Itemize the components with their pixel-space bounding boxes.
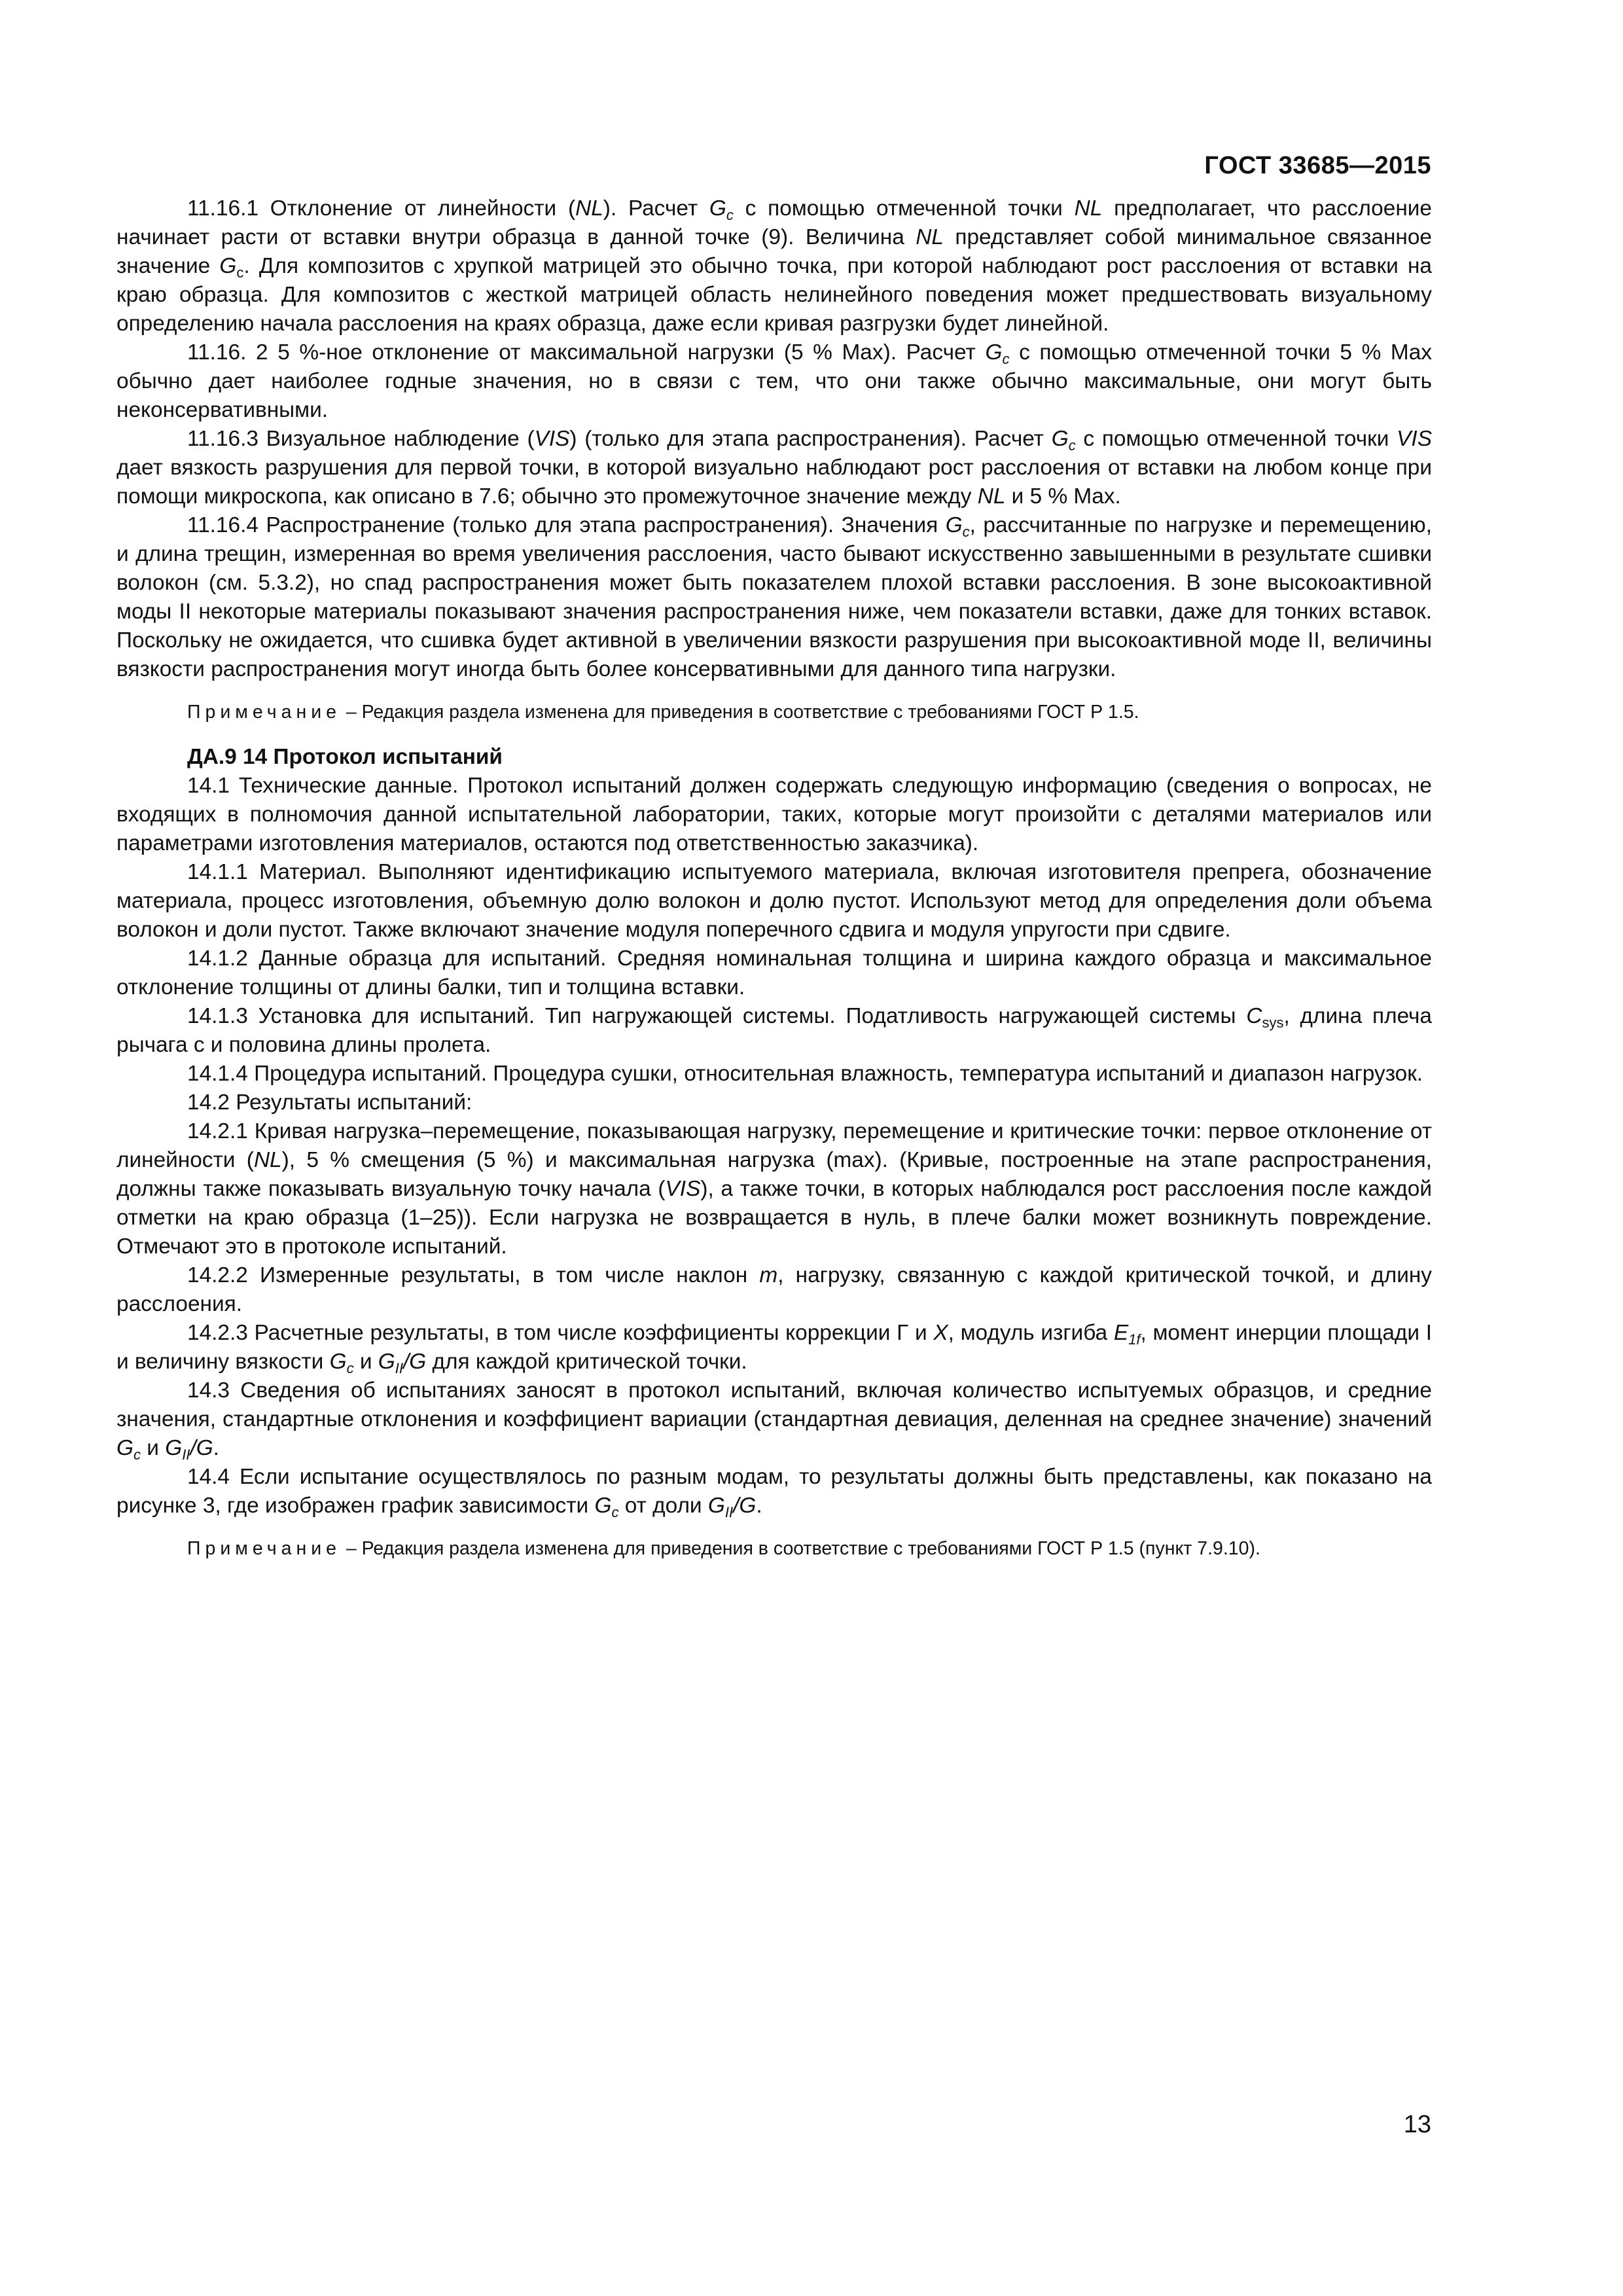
subscript: 1f [1128,1331,1141,1348]
text-run: X [933,1321,948,1345]
text-run: . [756,1494,762,1518]
text-run: 14.2.3 Расчетные результаты, в том числе коэффициенты коррекции Г и [187,1321,934,1345]
body-paragraph [116,1376,1432,1463]
body-paragraph [116,194,1432,338]
text-run: предполагает, что расслоение начинает расти от вставки внутри образца в данной точке (9). Величина [116,196,1432,249]
subscript: c [726,207,734,223]
note-label: Примечание [187,702,341,723]
text-run: G [219,254,237,278]
document-body [116,194,1432,1579]
section-heading [116,743,1432,772]
subscript: sys [1262,1014,1284,1031]
text-run: 14.2.2 Измеренные результаты, в том числе наклон [187,1263,760,1287]
body-paragraph [116,338,1432,425]
text-run: ДА.9 14 Протокол испытаний [187,745,503,769]
body-paragraph [116,858,1432,944]
text-run: ) (только для этапа распространения). Расчет [569,427,1052,451]
text-run: 14.4 Если испытание осуществлялось по разным модам, то результаты должны быть представлены, как показано на рисунке 3, где изображен график зависимости [116,1465,1432,1518]
text-run: m [759,1263,778,1287]
subscript: c [962,524,970,540]
text-run: G [1051,427,1069,451]
body-paragraph [116,425,1432,511]
text-run: G [945,513,963,537]
text-run: G [594,1494,612,1518]
text-run: – Редакция раздела изменена для приведения в соответствие с требованиями ГОСТ Р 1.5. [340,702,1139,723]
body-paragraph [116,772,1432,858]
document-standard-id: ГОСТ 33685—2015 [1204,152,1431,179]
text-run: NL [977,484,1006,509]
text-run: , рассчитанные по нагрузке и перемещению, и длина трещин, измеренная во время увеличения расслоения, часто бывают искусственно завышенными в результате сшивки волокон (см. 5.3.2), но спад распространения может быть показателем плохой вставки расслоения. В зоне высокоактивной моды II некоторые материалы показывают значения распространения ниже, чем показатели вставки, даже для тонких вставок. Поскольку не ожидается, что сшивка будет активной в увеличении вязкости разрушения при высокоактивной моде II, величины вязкости распространения могут иногда быть более консервативными для данного типа нагрузки. [116,513,1432,681]
subscript: c [133,1446,141,1463]
body-paragraph [116,1319,1432,1376]
text-run: G [985,340,1003,365]
text-run: представляет собой минимальное связанное значение [116,225,1432,278]
subscript: c [1002,351,1010,367]
text-run: 14.2 Результаты испытаний: [187,1090,473,1115]
text-run: NL [253,1148,282,1172]
text-run: G [116,1436,134,1460]
subscript: c [236,264,244,281]
text-run: 11.16. 2 5 %-ное отклонение от максимальной нагрузки (5 % Max). Расчет [187,340,986,365]
text-run: /G [733,1494,757,1518]
page-number: 13 [1403,2111,1431,2138]
text-run: для каждой критической точки. [426,1350,747,1374]
text-run: от доли [618,1494,708,1518]
text-run: 11.16.4 Распространение (только для этапа распространения). Значения [187,513,946,537]
note-paragraph [116,1536,1432,1561]
text-run: 11.16.3 Визуальное наблюдение ( [187,427,535,451]
text-run: ). Расчет [603,196,709,221]
subscript: c [1068,437,1076,454]
text-run: NL [575,196,603,221]
text-run: и 5 % Max. [1005,484,1121,509]
subscript: II [395,1360,403,1376]
text-run: 14.1.1 Материал. Выполняют идентификацию испытуемого материала, включая изготовителя препрега, обозначение материала, процесс изготовления, объемную долю волокон и долю пустот. Используют метод для определения доли объема волокон и доли пустот. Также включают значение модуля поперечного сдвига и модуля упругости при сдвиге. [116,860,1432,942]
body-paragraph [116,1002,1432,1060]
text-run: , модуль изгиба [948,1321,1114,1345]
text-run: /G [403,1350,427,1374]
text-run: VIS [665,1177,701,1201]
text-run: и [140,1436,166,1460]
text-run: ), 5 % смещения (5 %) и максимальная нагрузка (max). (Кривые, построенные на этапе распространения, должны также показывать визуальную точку начала ( [116,1148,1432,1201]
text-run: , нагрузку, связанную с каждой критической точкой, и длину расслоения. [116,1263,1432,1316]
note-paragraph [116,700,1432,725]
text-run: G [378,1350,395,1374]
subscript: II [724,1504,734,1520]
text-run: и [353,1350,378,1374]
text-run: E [1113,1321,1129,1345]
text-run: с помощью отмеченной точки [1075,427,1397,451]
text-run: ), а также точки, в которых наблюдался рост расслоения после каждой отметки на краю образца (1–25)). Если нагрузка не возвращается в нуль, в плече балки может возникнуть повреждение. Отмечают это в протоколе испытаний. [116,1177,1432,1259]
text-run: 14.1.2 Данные образца для испытаний. Средняя номинальная толщина и ширина каждого образца и максимальное отклонение толщины от длины балки, тип и толщина вставки. [116,946,1432,999]
text-run: 14.1.3 Установка для испытаний. Тип нагружающей системы. Податливость нагружающей системы [187,1004,1247,1028]
text-run: , момент инерции площади I и величину вязкости [116,1321,1433,1374]
text-run: . [213,1436,219,1460]
text-run: дает вязкость разрушения для первой точки, в которой визуально наблюдают рост расслоения от вставки на любом конце при помощи микроскопа, как описано в 7.6; обычно это промежуточное значение между [116,456,1432,509]
text-run: G [709,196,726,221]
text-run: NL [916,225,944,249]
text-run: G [165,1436,183,1460]
body-paragraph [116,1463,1432,1520]
body-paragraph [116,944,1432,1002]
text-run: VIS [534,427,570,451]
body-paragraph [116,511,1432,684]
text-run: . Для композитов с хрупкой матрицей это обычно точка, при которой наблюдают рост расслоения от вставки на краю образца. Для композитов с жесткой матрицей область нелинейного поведения может предшествовать визуальному определению начала расслоения на краях образца, даже если кривая разгрузки будет линейной. [116,254,1432,336]
text-run: с помощью отмеченной точки 5 % Max обычно дает наиболее годные значения, но в связи с тем, что они также обычно максимальные, они могут быть неконсервативными. [116,340,1433,422]
body-paragraph [116,1261,1432,1319]
text-run: NL [1074,196,1103,221]
note-label: Примечание [187,1538,341,1559]
text-run: C [1246,1004,1262,1028]
text-run: 11.16.1 Отклонение от линейности ( [187,196,576,221]
text-run: G [707,1494,725,1518]
subscript: c [346,1360,354,1376]
text-run: с помощью отмеченной точки [733,196,1075,221]
body-paragraph [116,1117,1432,1261]
text-run: , длина плеча рычага с и половина длины пролета. [116,1004,1432,1057]
text-run: – Редакция раздела изменена для приведения в соответствие с требованиями ГОСТ Р 1.5 (пункт 7.9.10). [340,1538,1260,1559]
subscript: II [182,1446,190,1463]
text-run: 14.2.1 Кривая нагрузка–перемещение, показывающая нагрузку, перемещение и критические точки: первое отклонение от линейности ( [116,1119,1432,1172]
body-paragraph [116,1060,1432,1088]
text-run: VIS [1397,427,1432,451]
text-run: /G [190,1436,213,1460]
subscript: c [611,1504,619,1520]
text-run: 14.1.4 Процедура испытаний. Процедура сушки, относительная влажность, температура испытаний и диапазон нагрузок. [187,1062,1423,1086]
text-run: 14.1 Технические данные. Протокол испытаний должен содержать следующую информацию (сведения о вопросах, не входящих в полномочия данной испытательной лаборатории, таких, которые могут произойти с деталями материалов или параметрами изготовления материалов, остаются под ответственностью заказчика). [116,774,1432,855]
text-run: 14.3 Сведения об испытаниях заносят в протокол испытаний, включая количество испытуемых образцов, и средние значения, стандартные отклонения и коэффициент вариации (стандартная девиация, деленная на среднее значение) значений [116,1378,1432,1431]
body-paragraph [116,1088,1432,1117]
text-run: G [329,1350,347,1374]
